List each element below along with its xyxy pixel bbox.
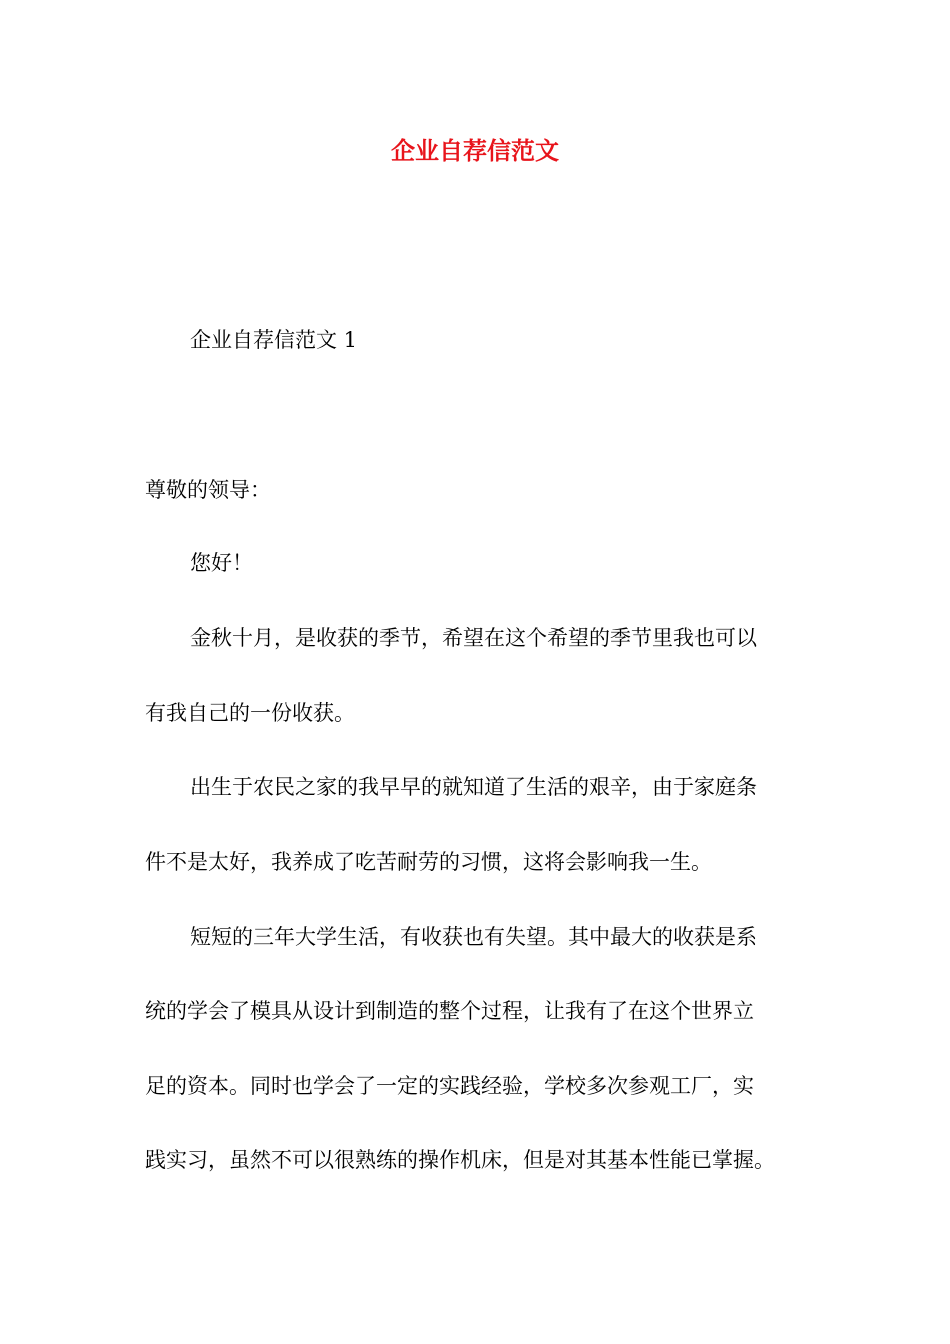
greeting: 您好！ [190,551,253,575]
document-title: 企业自荐信范文 [391,136,559,165]
salutation: 尊敬的领导： [145,478,271,502]
section-heading: 企业自荐信范文 1 [190,328,358,352]
paragraph-line: 践实习，虽然不可以很熟练的操作机床，但是对其基本性能已掌握。 [145,1148,775,1172]
paragraph-line: 有我自己的一份收获。 [145,701,355,725]
paragraph-line: 金秋十月，是收获的季节，希望在这个希望的季节里我也可以 [190,626,757,650]
paragraph-line: 统的学会了模具从设计到制造的整个过程，让我有了在这个世界立 [145,999,754,1023]
paragraph-line: 短短的三年大学生活，有收获也有失望。其中最大的收获是系 [190,925,757,949]
paragraph-line: 出生于农民之家的我早早的就知道了生活的艰辛，由于家庭条 [190,775,757,799]
paragraph-line: 足的资本。同时也学会了一定的实践经验，学校多次参观工厂，实 [145,1074,754,1098]
paragraph-line: 件不是太好，我养成了吃苦耐劳的习惯，这将会影响我一生。 [145,850,712,874]
